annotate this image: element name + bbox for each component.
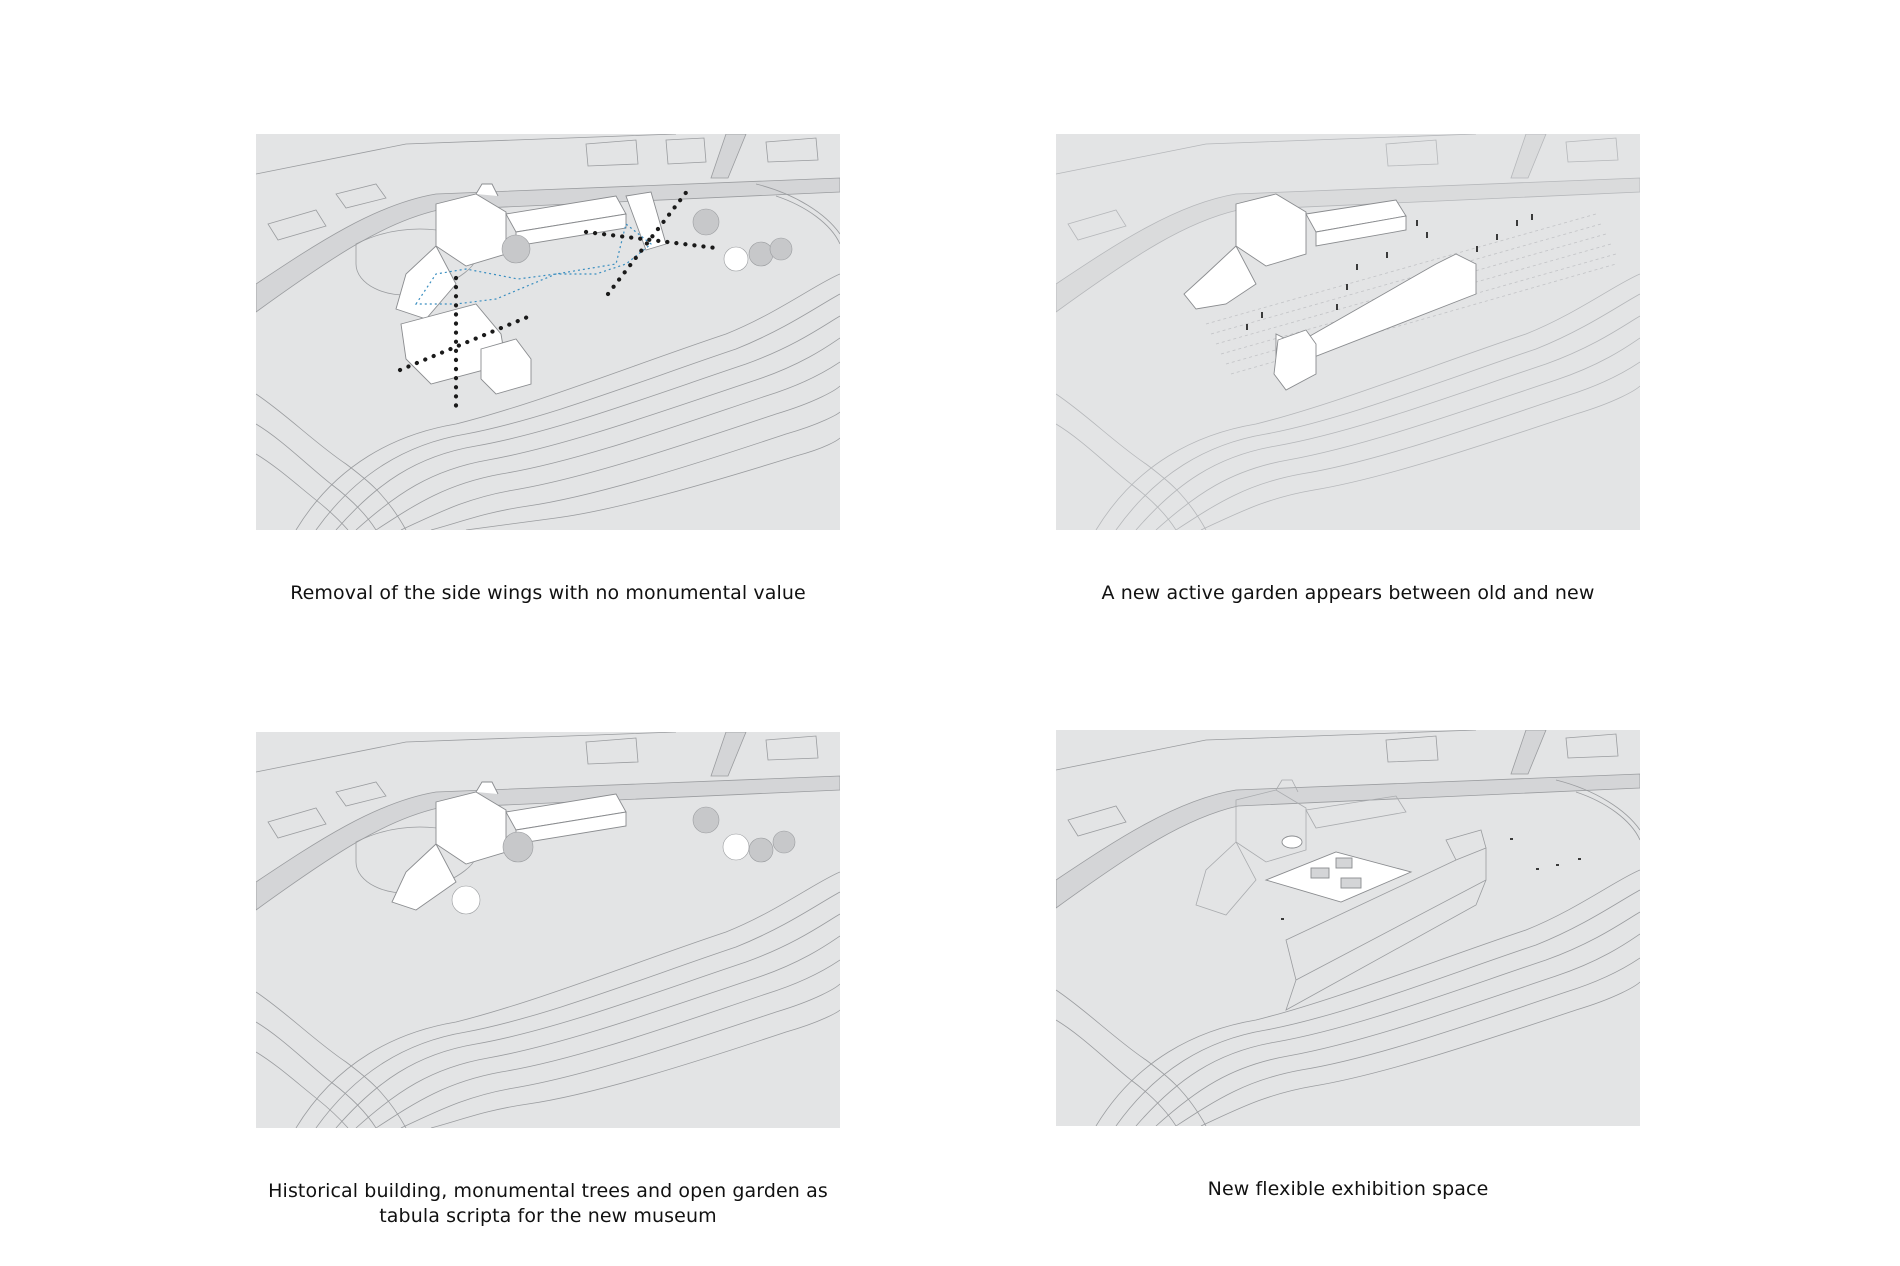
caption-exhibition [998, 1177, 1698, 1202]
caption-line: New flexible exhibition space [1207, 1178, 1489, 1200]
diagram-panel-garden [1056, 134, 1640, 530]
exhibition-volume [1286, 830, 1486, 1010]
diagram-panel-removal [256, 134, 840, 530]
caption-historical [198, 1179, 898, 1229]
caption-removal [198, 581, 898, 606]
contour-lines [1056, 274, 1640, 530]
site-axonometric-3 [256, 732, 840, 1128]
caption-line: Removal of the side wings with no monumental value [290, 582, 806, 604]
exhibition-courtyards [1266, 836, 1411, 902]
historic-building [396, 184, 666, 394]
site-axonometric-4 [1056, 730, 1640, 1126]
caption-line: tabula scripta for the new museum [379, 1205, 717, 1227]
buildings [1184, 194, 1476, 390]
caption-garden [998, 581, 1698, 606]
diagram-panel-historical [256, 732, 840, 1128]
diagram-panel-exhibition [1056, 730, 1640, 1126]
caption-line: A new active garden appears between old and new [1101, 582, 1595, 604]
contour-lines [256, 827, 840, 1128]
caption-line: Historical building, monumental trees and open garden as [268, 1180, 828, 1202]
site-axonometric-1 [256, 134, 840, 530]
site-axonometric-2 [1056, 134, 1640, 530]
